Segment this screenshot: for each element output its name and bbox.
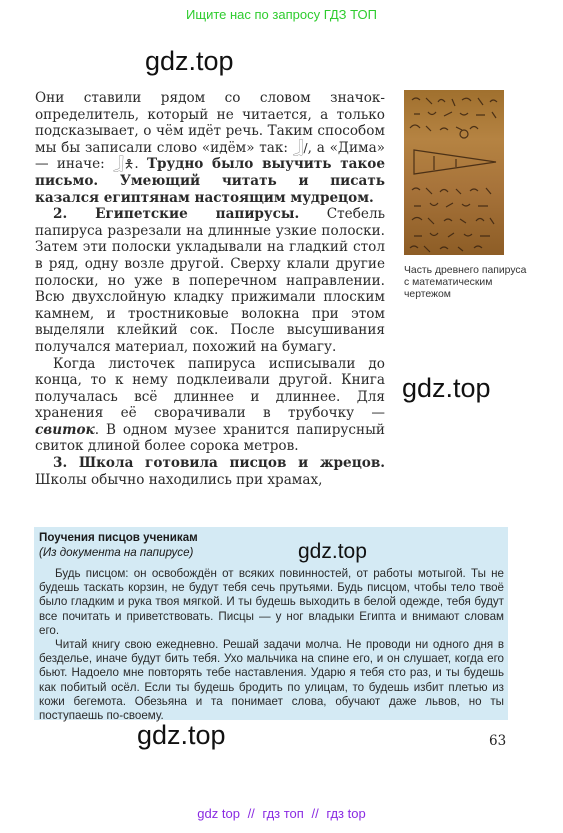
- box-subtitle: (Из документа на папирусе): [39, 546, 194, 559]
- papyrus-image: [404, 90, 504, 255]
- section-heading-papyrus: 2. Египетские папирусы.: [53, 206, 300, 223]
- box-body: [39, 567, 504, 723]
- watermark: gdz.top: [402, 373, 491, 403]
- emphasis-text: Трудно было выучить такое письмо. Умеющий читать и писать казался египтянам настоящим мудрецом.: [35, 156, 385, 206]
- watermark: gdz.top: [145, 46, 234, 76]
- main-text: [35, 90, 385, 488]
- paragraph-papyrus: 2. Египетские папирусы. Стебель папируса разрезали на длинные узкие полоски. Затем эти полоски укладывали на гладкий стол в ряд, одну возле другой. Сверху клали другие полоски, но уже в поперечном направлении. Всю двухслойную кладку прижимали плоским камнем, и тростниковые волокна при этом выделяли клейкий сок. После высушивания получался материал, похожий на бумагу.: [35, 206, 385, 355]
- box-title: Поучения писцов ученикам: [39, 531, 198, 544]
- watermark: gdz.top: [137, 720, 226, 750]
- box-paragraph: Читай книгу свою ежедневно. Решай задачи молча. Не проводи ни одного дня в безделье, иначе будут бить тебя. Ухо мальчика на спине его, и он слушает, когда его бьют. Надоело мне повторять тебе наставления. Ударю я тебя сто раз, и ты будешь как побитый осёл. Если ты будешь бродить по улицам, то будешь избит плетью из кожи бегемота. Обезьяна и та понимает слова, обучают даже львов, но ты поступаешь по-своему.: [39, 638, 504, 723]
- section-heading-school: 3. Школа готовила писцов и жрецов.: [53, 455, 385, 472]
- page-number: 63: [489, 733, 507, 749]
- search-banner: Ищите нас по запросу ГДЗ ТОП: [186, 7, 377, 22]
- watermark: gdz.top: [298, 540, 367, 563]
- teachings-box: [34, 527, 508, 723]
- hieroglyph-person-icon: 𓃀🯅: [113, 157, 135, 172]
- footer-separator: //: [311, 806, 319, 821]
- footer-links: [0, 806, 563, 821]
- paragraph-school: 3. Школа готовила писцов и жрецов. Школы обычно находились при храмах,: [35, 455, 385, 488]
- footer-link-gdz-top-ru[interactable]: гдз топ: [262, 806, 304, 821]
- box-paragraph: Будь писцом: он освобождён от всяких повинностей, от работы мотыгой. Ты не будешь таскать корзин, не будут тебя сечь прутьями. Будь писцом, чтобы тело твоё было гладким и рука твоя мягкой. И ты будешь выходить в белой одежде, тебя будут все почитать и приветствовать. Писцы — у ног владыки Египта и внимают словам его.: [39, 567, 504, 637]
- paragraph-scroll: Когда листочек папируса исписывали до конца, то к нему подклеивали другой. Книга получалась всё длиннее и длиннее. Для хранения её сворачивали в трубочку — свиток. В одном музее хранится папирусный свиток длиной более сорока метров.: [35, 355, 385, 455]
- footer-link-gdz-top[interactable]: gdz top: [197, 806, 240, 821]
- paragraph-determinatives: Они ставили рядом со словом значок-определитель, который не читается, а только подсказывает, о чём идёт речь. Таким способом мы бы записали слово «идём» так: 𓃀/, а «Дима» — иначе: 𓃀🯅. Трудно было выучить такое письмо. Умеющий читать и писать казался египтянам настоящим мудрецом.: [35, 90, 385, 206]
- term-scroll: свиток: [35, 421, 95, 438]
- footer-link-gdz-top-mixed[interactable]: гдз top: [326, 806, 366, 821]
- footer-separator: //: [247, 806, 255, 821]
- papyrus-drawing: [404, 90, 504, 255]
- figure-caption: Часть древнего папируса с математическим чертежом: [404, 265, 527, 300]
- hieroglyph-walk-icon: 𓃀/: [292, 140, 308, 155]
